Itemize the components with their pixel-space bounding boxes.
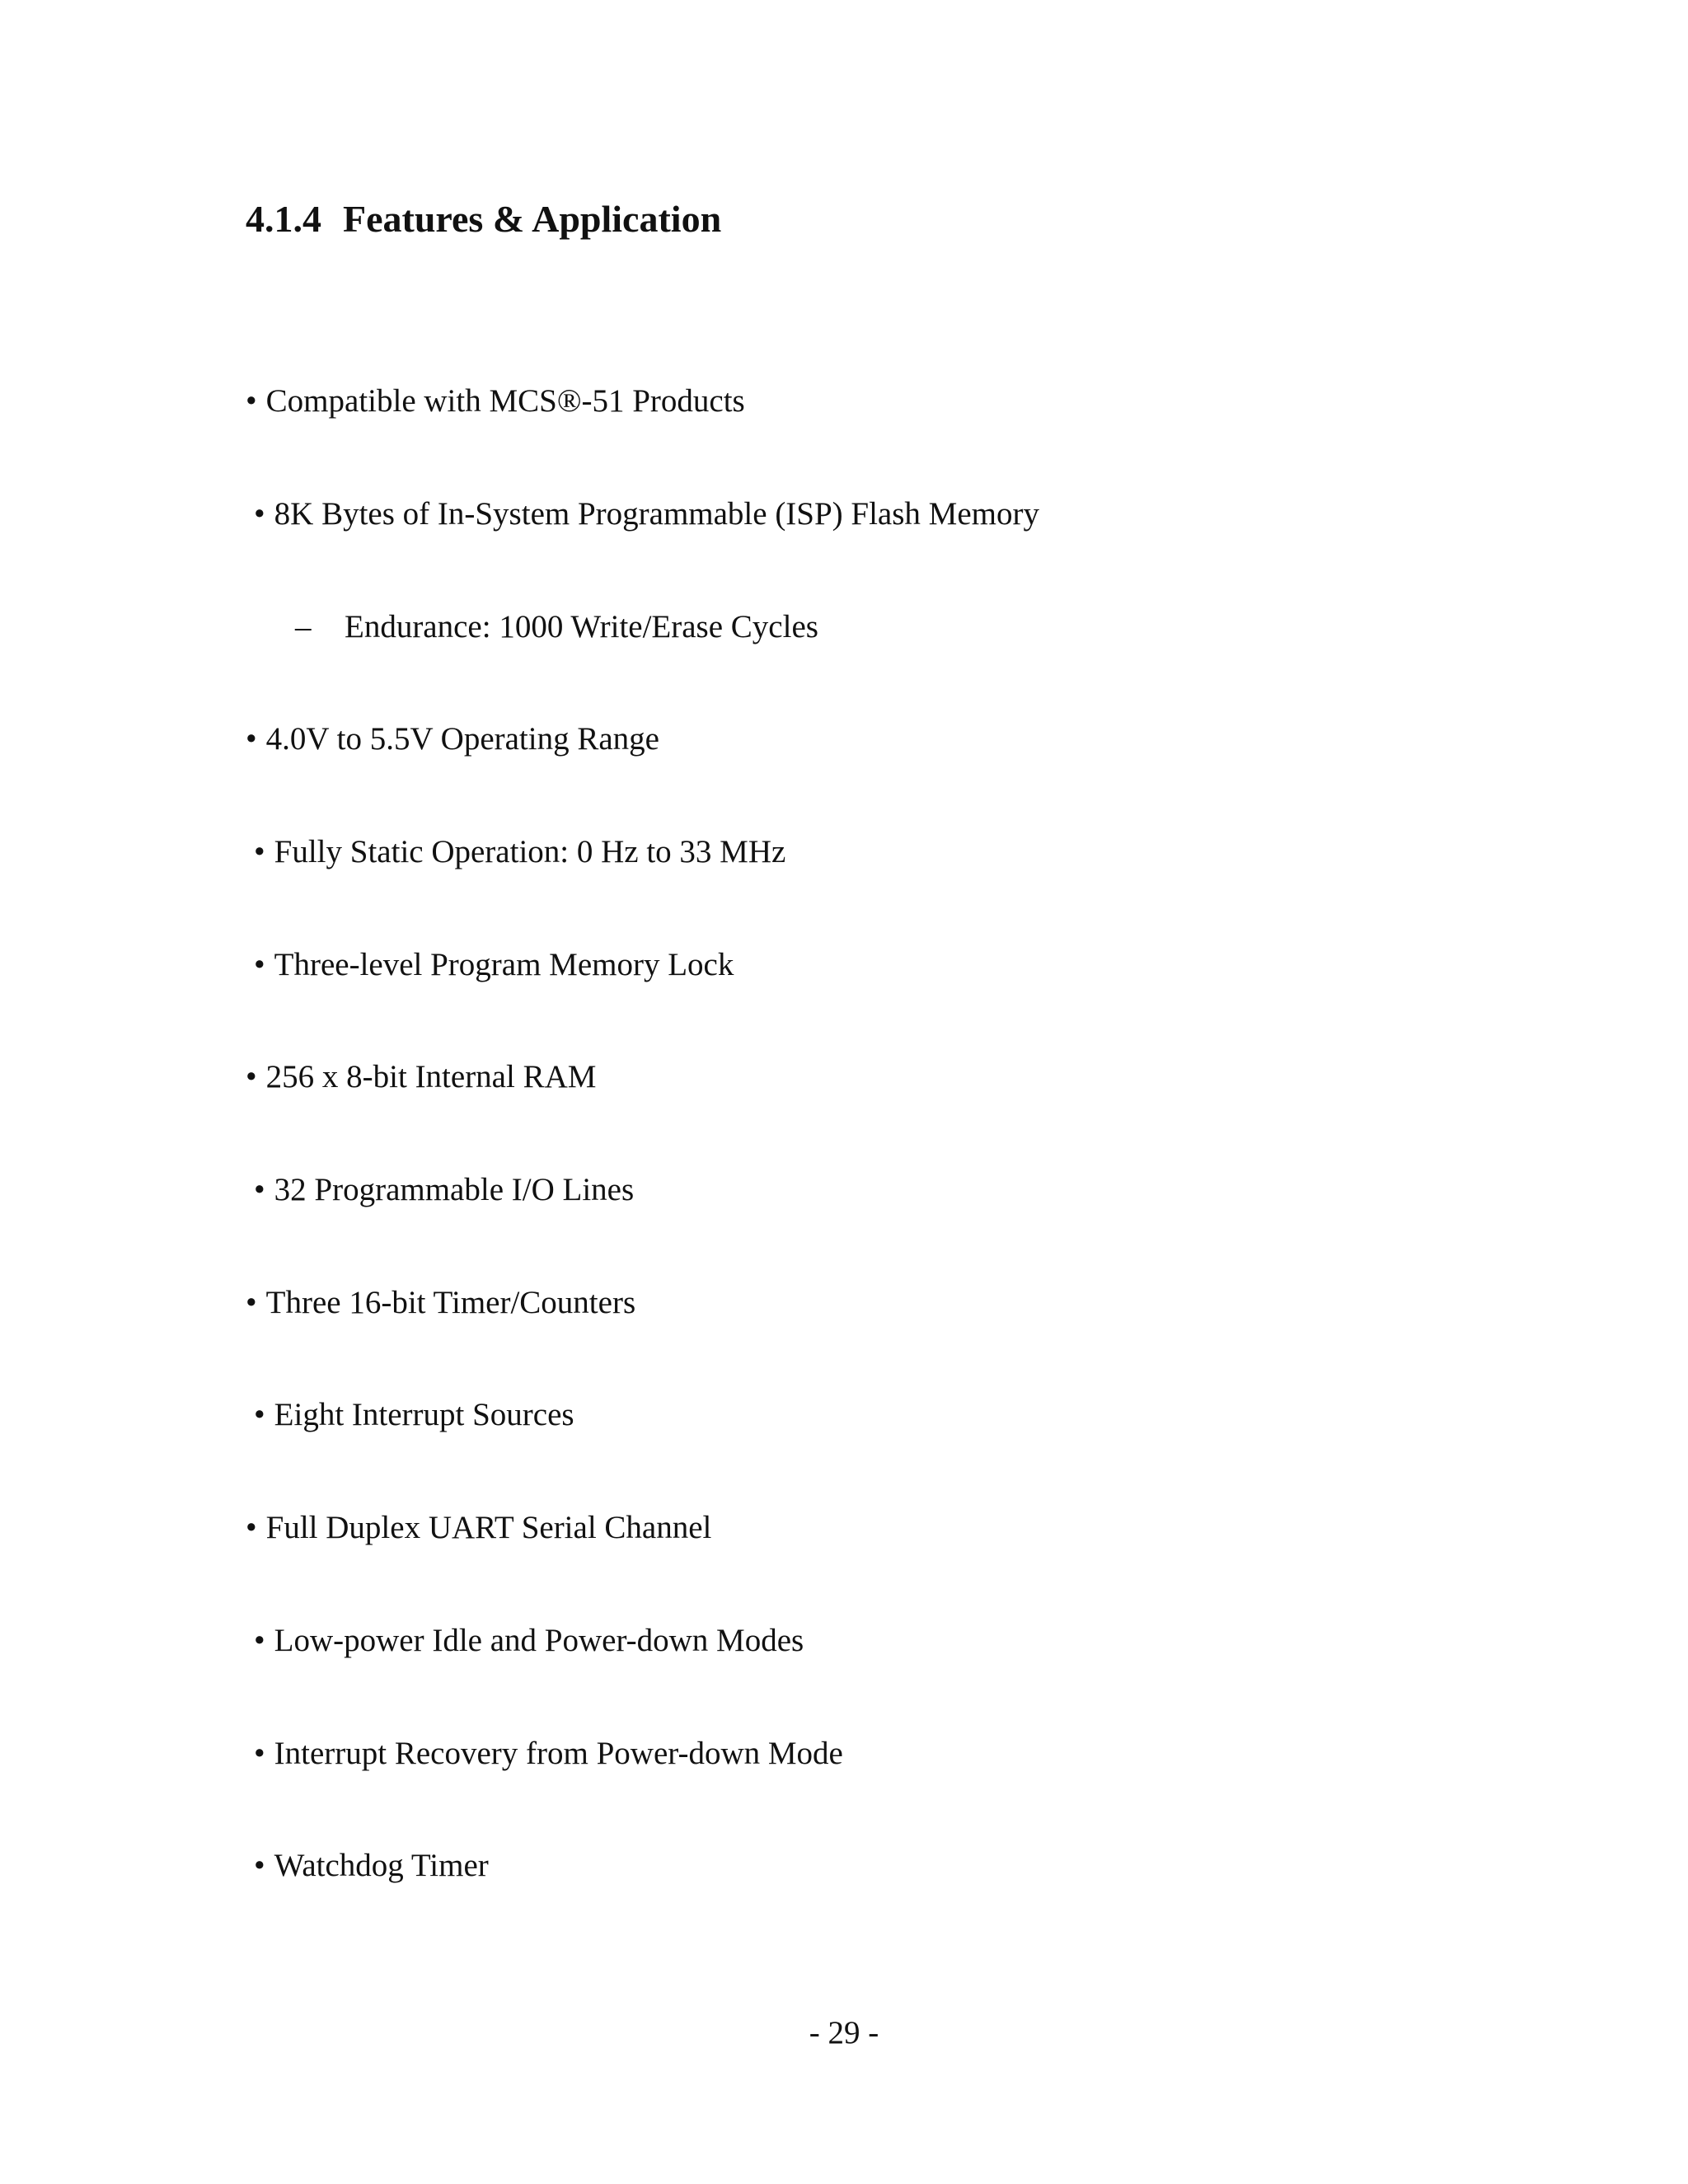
list-item	[254, 1169, 634, 1211]
list-item-text: Fully Static Operation: 0 Hz to 33 MHz	[274, 834, 786, 869]
bullet-icon: •	[246, 1285, 257, 1320]
bullet-icon: •	[246, 1510, 257, 1545]
list-item-text: 8K Bytes of In-System Programmable (ISP) Flash Memory	[274, 496, 1039, 532]
list-item-text: 32 Programmable I/O Lines	[274, 1172, 635, 1207]
list-item	[246, 719, 659, 760]
list-item	[254, 1733, 843, 1774]
dash-icon: –	[295, 609, 312, 644]
bullet-icon: •	[254, 834, 265, 869]
bullet-icon: •	[254, 1172, 265, 1207]
sub-list-item-text: Endurance: 1000 Write/Erase Cycles	[345, 609, 818, 644]
list-item-text: Low-power Idle and Power-down Modes	[274, 1623, 804, 1658]
list-item-text: Watchdog Timer	[274, 1848, 489, 1883]
section-number: 4.1.4	[246, 198, 321, 240]
list-item-text: Full Duplex UART Serial Channel	[265, 1510, 712, 1545]
bullet-icon: •	[254, 947, 265, 982]
bullet-icon: •	[254, 1736, 265, 1771]
list-item-text: 4.0V to 5.5V Operating Range	[265, 721, 659, 757]
section-heading	[246, 194, 721, 244]
bullet-icon: •	[254, 1623, 265, 1658]
list-item-text: Three 16-bit Timer/Counters	[265, 1285, 636, 1320]
bullet-icon: •	[254, 496, 265, 532]
bullet-icon: •	[254, 1848, 265, 1883]
list-item-text: Three-level Program Memory Lock	[274, 947, 734, 982]
list-item	[246, 381, 745, 422]
sub-list-item	[295, 607, 818, 648]
list-item-text: Eight Interrupt Sources	[274, 1397, 574, 1432]
list-item	[246, 1507, 711, 1549]
list-item	[254, 832, 785, 873]
list-item	[254, 1845, 489, 1886]
bullet-icon: •	[246, 383, 257, 419]
list-item	[246, 1282, 635, 1324]
section-title: Features & Application	[343, 198, 722, 240]
bullet-icon: •	[246, 1059, 257, 1094]
list-item-text: Compatible with MCS®-51 Products	[265, 383, 745, 419]
list-item-text: 256 x 8-bit Internal RAM	[265, 1059, 597, 1094]
list-item	[254, 944, 734, 986]
list-item	[246, 1057, 596, 1098]
bullet-icon: •	[246, 721, 257, 757]
page-number: - 29 -	[809, 2015, 879, 2050]
list-item	[254, 494, 1039, 535]
list-item-text: Interrupt Recovery from Power-down Mode	[274, 1736, 843, 1771]
list-item	[254, 1620, 804, 1661]
bullet-icon: •	[254, 1397, 265, 1432]
list-item	[254, 1394, 574, 1436]
